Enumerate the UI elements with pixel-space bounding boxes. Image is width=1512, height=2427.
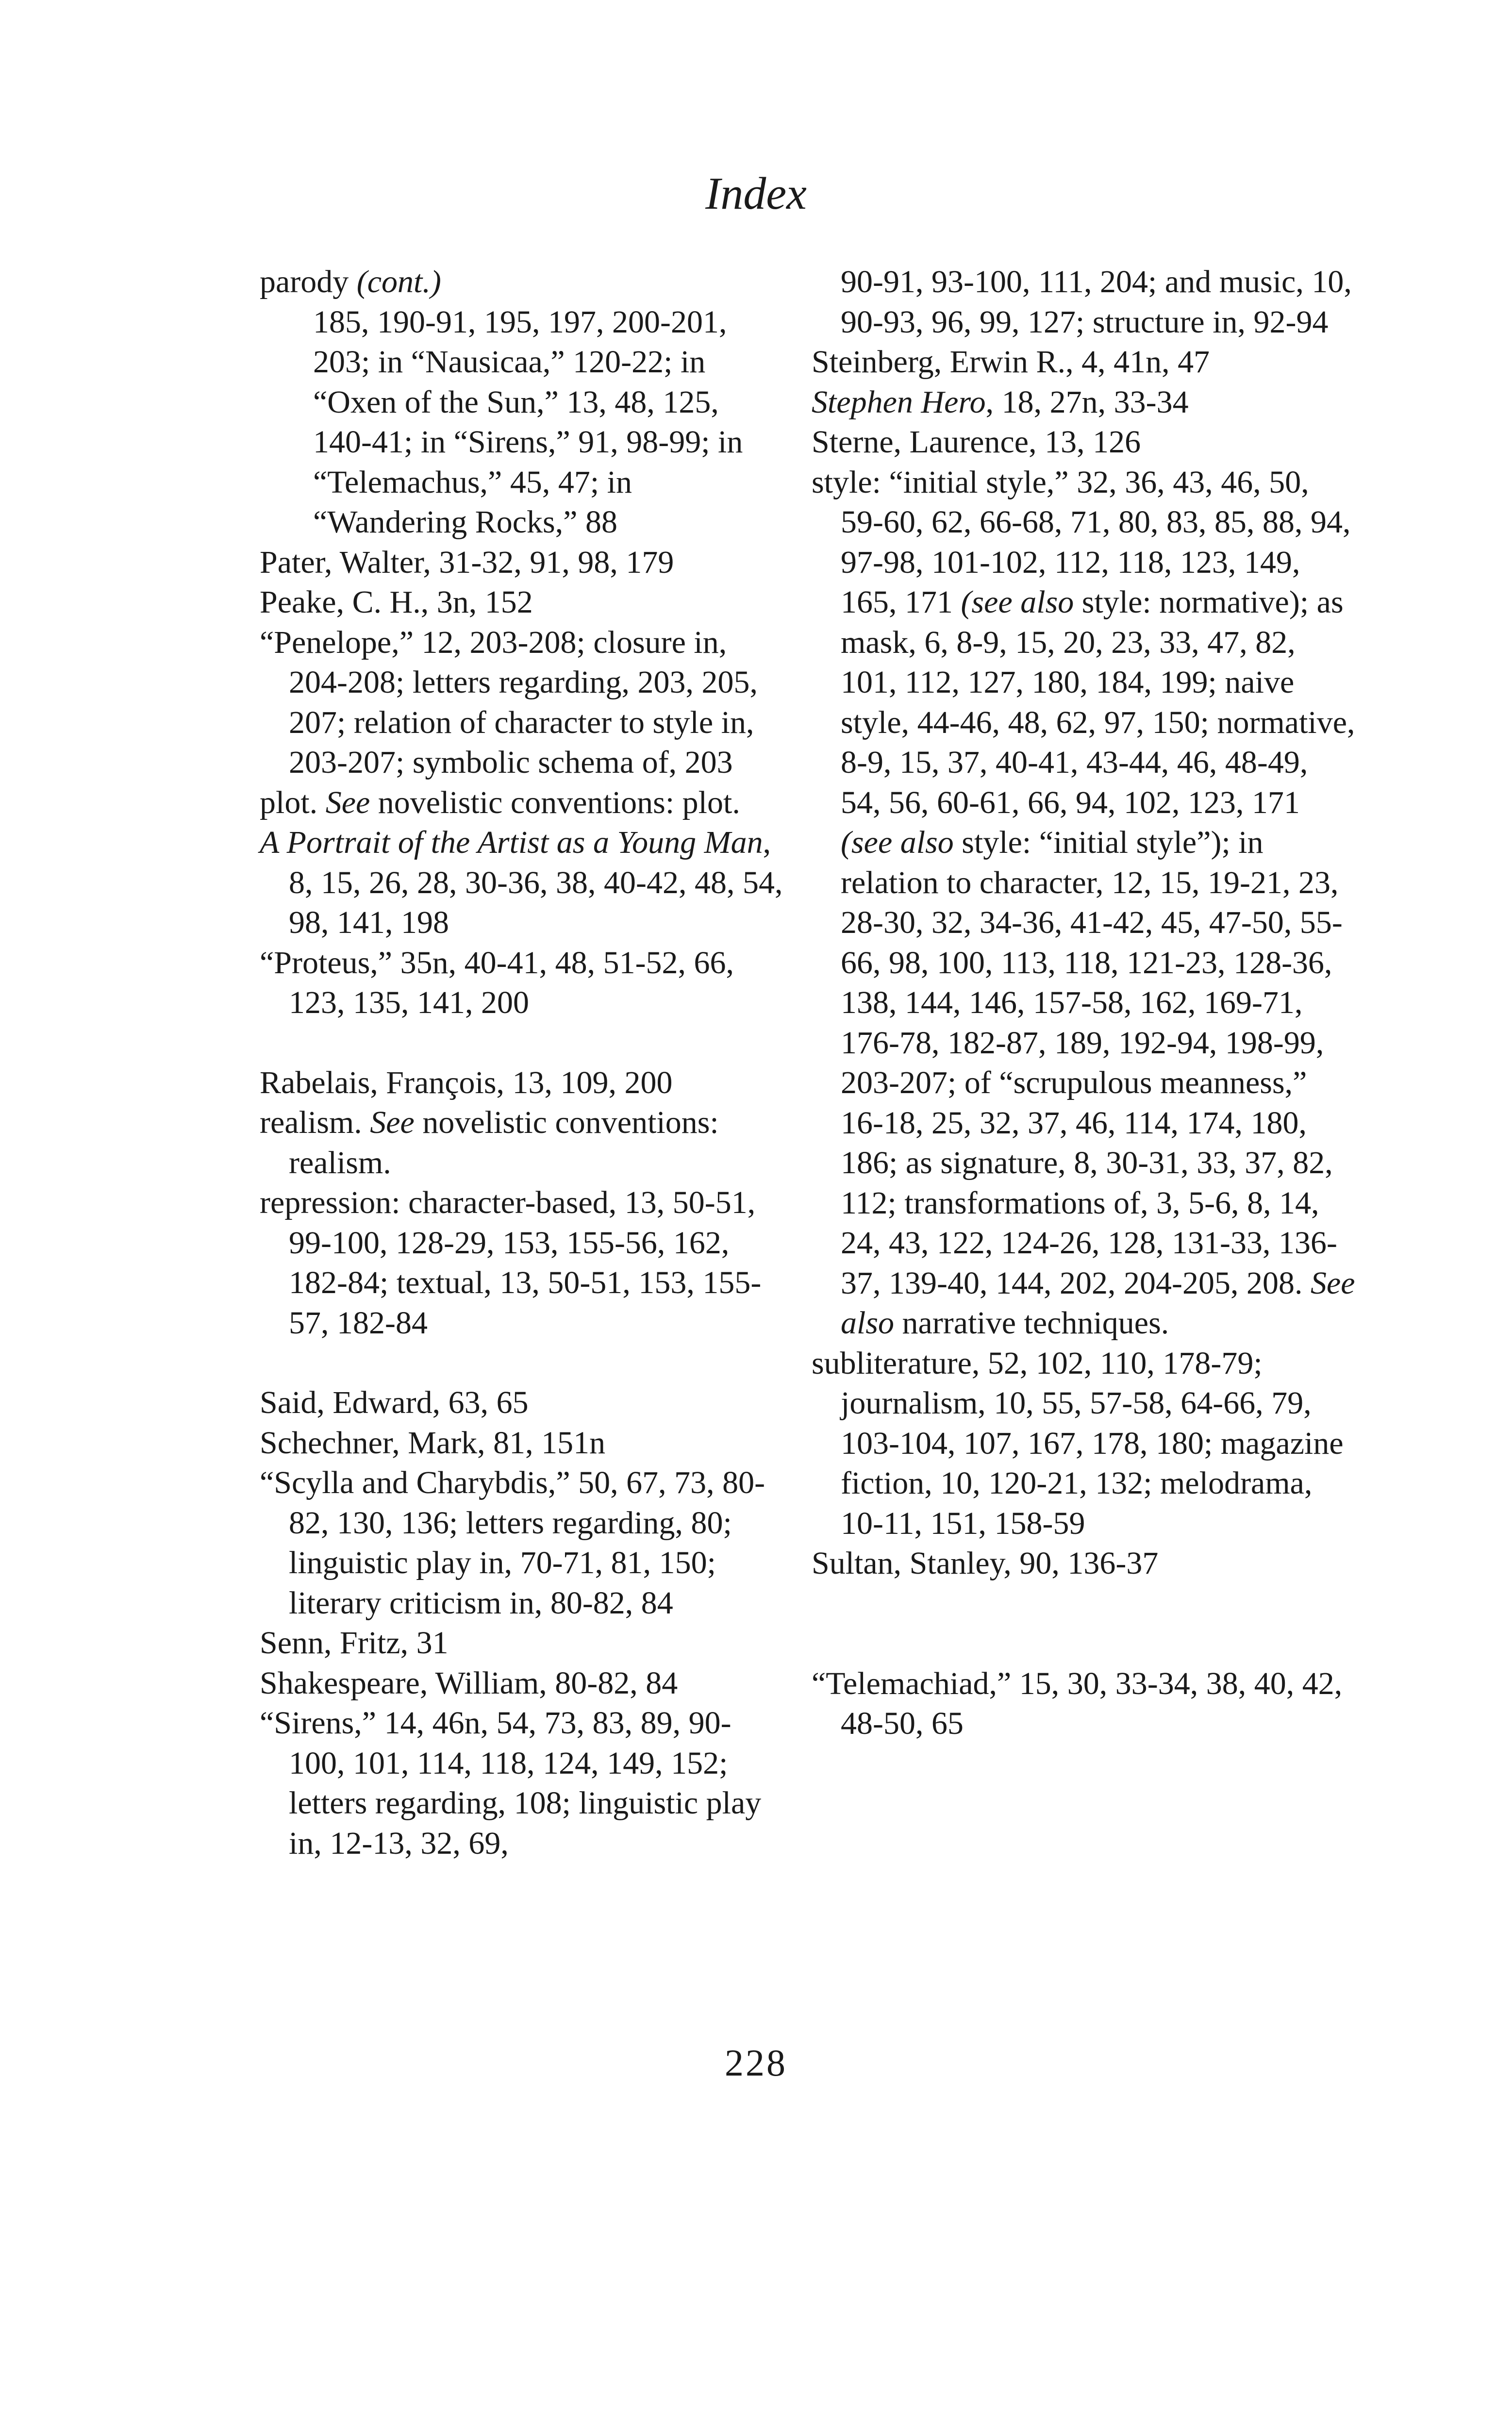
- entry-text: novelistic conventions: realism.: [289, 1105, 719, 1180]
- entry-italic: Stephen Hero: [812, 384, 986, 420]
- index-entry-peake: Peake, C. H., 3n, 152: [260, 584, 533, 620]
- index-column-right: [812, 262, 1355, 1744]
- index-entry-plot: [260, 783, 784, 823]
- index-entry-senn: Senn, Fritz, 31: [260, 1625, 449, 1661]
- index-entry-sultan: Sultan, Stanley, 90, 136-37: [812, 1546, 1159, 1581]
- entry-text: , 18, 27n, 33-34: [985, 384, 1189, 420]
- index-entry-proteus: “Proteus,” 35n, 40-41, 48, 51-52, 66, 123, 135, 141, 200: [260, 945, 734, 1020]
- index-entry-shakespeare: Shakespeare, William, 80-82, 84: [260, 1665, 678, 1701]
- index-entry-scylla: “Scylla and Charybdis,” 50, 67, 73, 80-82, 130, 136; letters regarding, 80; linguistic play in, 70-71, 81, 150; literary criticism in, 80-82, 84: [260, 1465, 765, 1621]
- entry-italic: See: [370, 1105, 415, 1140]
- entry-text: style: “initial style,” 32, 36, 43, 46, 50, 59-60, 62, 66-68, 71, 80, 83, 85, 88, 94, 97-98, 101-102, 112, 118, 123, 149, 165, 171: [812, 464, 1351, 620]
- page-number: 228: [725, 2042, 787, 2084]
- index-entry-rabelais: Rabelais, François, 13, 109, 200: [260, 1064, 673, 1100]
- index-entry-style: [812, 463, 1355, 1344]
- index-entry-sterne: Sterne, Laurence, 13, 126: [812, 424, 1141, 460]
- entry-italic: (cont.): [356, 264, 441, 299]
- index-entry-telemachiad: “Telemachiad,” 15, 30, 33-34, 38, 40, 42, 48-50, 65: [812, 1665, 1343, 1741]
- entry-text: plot.: [260, 784, 318, 820]
- entry-text: style: “initial style”); in relation to character, 12, 15, 19-21, 23, 28-30, 32, 34-36, 41-42, 45, 47-50, 55-66, 98, 100, 113, 118, 121-23, 128-36, 138, 144, 146, 157-58, 162, 169-71, 176-78, 182-87, 189, 192-94, 198-99, 203-207; of “scrupulous meanness,” 16-18, 25, 32, 37, 46, 114, 174, 180, 186; as signature, 8, 30-31, 33, 37, 82, 112; transformations of, 3, 5-6, 8, 14, 24, 43, 122, 124-26, 128, 131-33, 136-37, 139-40, 144, 202, 204-205, 208.: [841, 825, 1343, 1301]
- entry-text: realism.: [260, 1105, 362, 1140]
- section-gap: [812, 1584, 1355, 1664]
- index-entry-parody: [260, 262, 784, 302]
- section-gap: [260, 1343, 784, 1383]
- entry-text: parody: [260, 264, 349, 299]
- index-entry-schechner: Schechner, Mark, 81, 151n: [260, 1425, 606, 1461]
- index-entry-repression: repression: character-based, 13, 50-51, 99-100, 128-29, 153, 155-56, 162, 182-84; textual, 13, 50-51, 153, 155-57, 182-84: [260, 1185, 762, 1341]
- entry-italic: See: [325, 784, 370, 820]
- entry-italic: (see also: [961, 584, 1074, 620]
- index-entry-pater: Pater, Walter, 31-32, 91, 98, 179: [260, 544, 674, 580]
- index-entry-subliterature: subliterature, 52, 102, 110, 178-79; journalism, 10, 55, 57-58, 64-66, 79, 103-104, 107, 167, 178, 180; magazine fiction, 10, 120-21, 132; melodrama, 10-11, 151, 158-59: [812, 1345, 1344, 1541]
- entry-text: , 8, 15, 26, 28, 30-36, 38, 40-42, 48, 54, 98, 141, 198: [289, 825, 783, 940]
- index-entry-penelope: “Penelope,” 12, 203-208; closure in, 204-208; letters regarding, 203, 205, 207; relation of character to style in, 203-207; symbolic schema of, 203: [260, 624, 758, 780]
- index-entry-stephen-hero: [812, 382, 1355, 423]
- entry-text: novelistic conventions: plot.: [378, 784, 740, 820]
- index-entry-sirens-cont: 90-91, 93-100, 111, 204; and music, 10, 90-93, 96, 99, 127; structure in, 92-94: [841, 264, 1352, 340]
- index-entry-steinberg: Steinberg, Erwin R., 4, 41n, 47: [812, 344, 1210, 380]
- section-gap: [260, 1023, 784, 1063]
- entry-italic: A Portrait of the Artist as a Young Man: [260, 825, 763, 860]
- index-column-left: [260, 262, 784, 1863]
- index-entry-portrait: [260, 823, 784, 943]
- entry-text: narrative techniques.: [902, 1305, 1169, 1341]
- index-entry-said: Said, Edward, 63, 65: [260, 1385, 529, 1420]
- index-entry-parody-cont: 185, 190-91, 195, 197, 200-201, 203; in “Nausicaa,” 120-22; in “Oxen of the Sun,” 13, 48, 125, 140-41; in “Sirens,” 91, 98-99; in “Telemachus,” 45, 47; in “Wandering Rocks,” 88: [313, 304, 743, 540]
- index-entry-realism: [260, 1103, 784, 1183]
- entry-text: style: normative); as mask, 6, 8-9, 15, 20, 23, 33, 47, 82, 101, 112, 127, 180, 184, 199; naive style, 44-46, 48, 62, 97, 150; normative, 8-9, 15, 37, 40-41, 43-44, 46, 48-49, 54, 56, 60-61, 66, 94, 102, 123, 171: [841, 584, 1355, 820]
- index-entry-sirens: “Sirens,” 14, 46n, 54, 73, 83, 89, 90-100, 101, 114, 118, 124, 149, 152; letters regarding, 108; linguistic play in, 12-13, 32, 69,: [260, 1705, 762, 1861]
- entry-italic: See also: [841, 1265, 1355, 1341]
- entry-italic: (see also: [841, 825, 954, 860]
- page-title: Index: [705, 168, 807, 219]
